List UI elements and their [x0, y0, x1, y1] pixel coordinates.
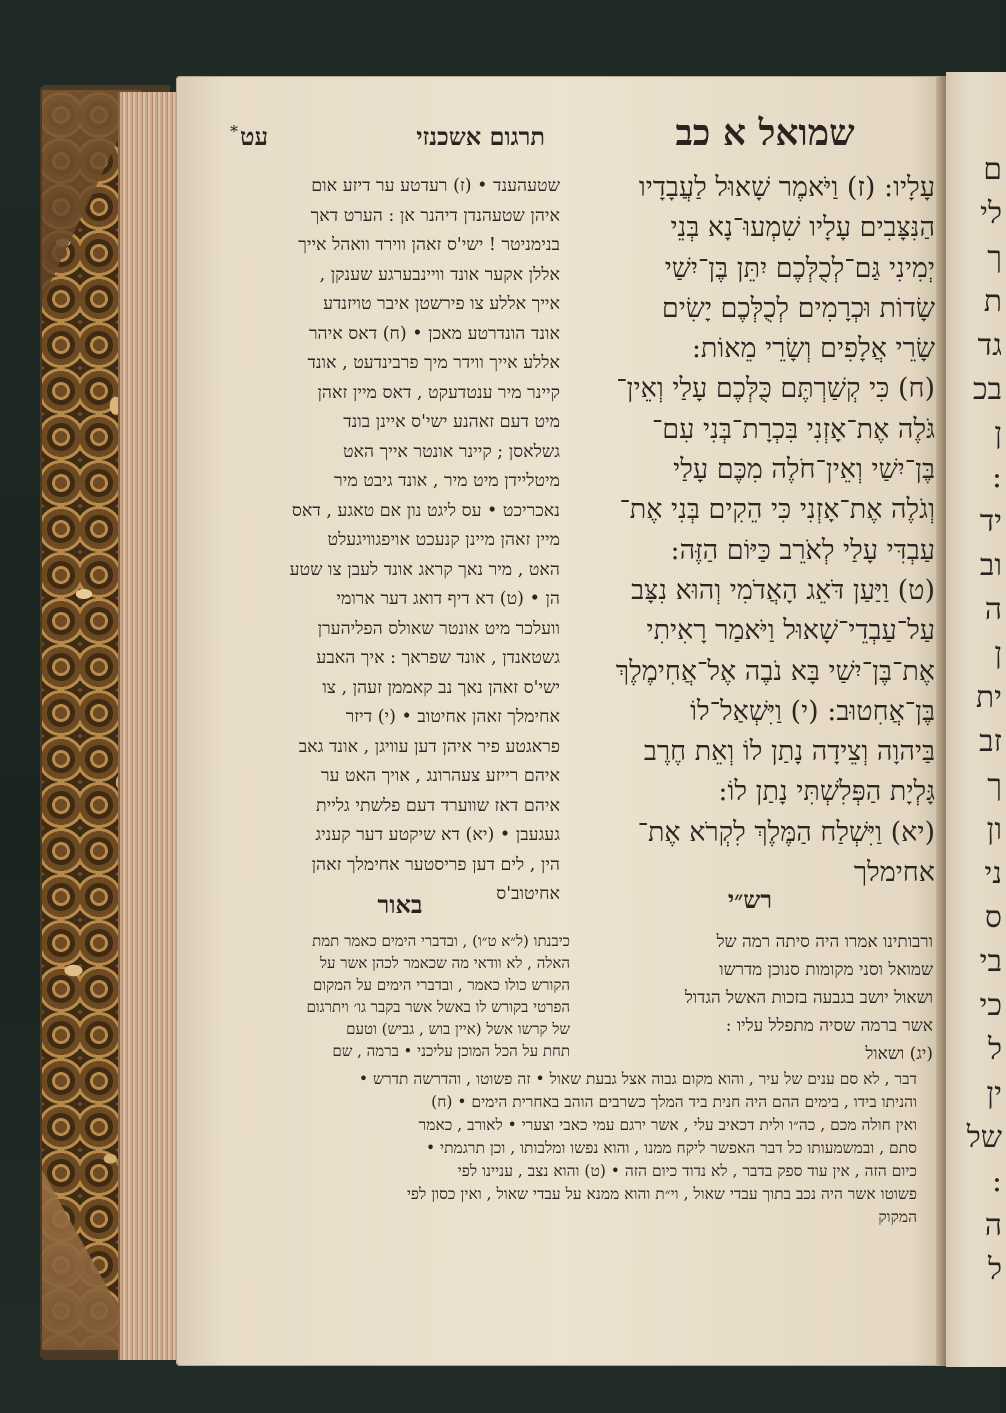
biur-line: תחת על הכל המוכן עליכני • ברמה , שם — [332, 1042, 570, 1060]
rashi-line: שמואל וסני מקומות סנוכן מדרשו — [719, 960, 933, 980]
translation-line: הין , לים דען פריסטער אחימלך זאהן — [311, 854, 560, 875]
hebrew-text-line: אֶת־בֶּן־יִשַׁי בָּא נֹבֶה אֶל־אֲחִימֶלֶךְ — [615, 655, 935, 687]
translation-line: מיטליידן מיט מיר , אונד גיבט מיר — [334, 471, 560, 491]
translation-line: פראגטע פיר איהן דען עוויגן , אונד גאב — [298, 736, 560, 757]
facing-page-glyph: ון — [986, 812, 1002, 847]
facing-page-glyph: גד — [977, 328, 1002, 363]
translation-line: איהם דאז שווערד דעם פלשתי גליית — [315, 795, 560, 816]
rashi-line: (יג) ושאול — [865, 1044, 933, 1064]
facing-page-glyph: זב — [979, 724, 1002, 759]
translation-line: ישי'ס זאהן נאך נב קאממן זעהן , צו — [322, 677, 560, 698]
hebrew-text-line: (יא) וַיִּשְׁלַח הַמֶּלֶךְ לִקְרֹא אֶת־ — [637, 816, 935, 848]
facing-page-glyph: ך — [987, 768, 1002, 803]
facing-page-glyph: ל — [987, 1032, 1002, 1067]
facing-page-glyph: לי — [980, 196, 1002, 231]
biur-line: הפרטי בקורש לו באשל אשר בקבר גו׳ ויתרגום — [306, 998, 570, 1016]
hebrew-text-line: וְגֹלֶה אֶת־אָזְנִי כִּי הֵקִים בְּנִי אֶת־ — [619, 494, 935, 526]
commentary-line: דבר , לא סם ענים של עיר , והוא מקום גבוה אצל גבעת שאול • זה פשוטו , והדרשה תדרש • — [358, 1070, 917, 1088]
facing-page-glyph: ני — [984, 856, 1002, 891]
translation-line: שטעהענד • (ז) רעדטע ער דיזע אום — [311, 176, 560, 196]
facing-page-fragment — [946, 72, 1006, 1367]
translation-line: האט , מיר נאך קראג אונד לעבן צו שטע — [289, 559, 560, 580]
facing-page-glyph: ם — [983, 152, 1002, 187]
facing-page-glyph: ן — [994, 636, 1002, 671]
facing-page-glyph: כי — [979, 988, 1002, 1023]
translation-line: געגעבן • (יא) דא שיקטע דער קעניג — [315, 825, 560, 845]
bottom-commentary — [245, 1068, 917, 1229]
facing-page-glyph: ס — [984, 900, 1002, 935]
facing-page-glyph: ל — [987, 1252, 1002, 1287]
commentary-line: סתם , ובמשמעותו כל דבר האפשר ליקח ממנו , והוא נפשו ומלבותו , וכן תרגמתי • — [425, 1139, 917, 1157]
hebrew-text-line: גֹּלֶה אֶת־אָזְנִי בִּכְרָת־בְּנִי עִם־ — [651, 413, 935, 445]
biur-line: כיבנתו (ל״א ט״ו) , ובדברי הימים כאמר תמת — [312, 932, 570, 950]
facing-page-glyph: ה — [984, 1208, 1002, 1243]
hebrew-text-line: בֶּן־אֲחִטוּב: (י) וַיִּשְׁאַל־לוֹ — [690, 695, 935, 727]
translation-line: אחימלך זאהן אחיטוב • (י) דיזר — [345, 707, 560, 727]
hebrew-text-line: שָׂדוֹת וּכְרָמִים לְכֻלְּכֶם יָשִׂים — [661, 292, 935, 324]
commentary-line: ואין חולה מכם , כה״ו ולית דכאיב עלי , אשר ירגם עמי כאבי וצערי • לאורב , כאמר — [418, 1116, 917, 1134]
header-left — [240, 122, 545, 152]
rashi-line: ושאול יושב בגבעה בזכות האשל הגדול — [684, 988, 933, 1008]
biur-line: האלה , לא וודאי מה שכאמר לכהן אשר על — [319, 954, 570, 972]
translation-line: אייך אללע צו פירשטן איבר טויזנדע — [323, 294, 560, 314]
hebrew-text-line: גָּלְיָת הַפְּלִשְׁתִּי נָתַן לוֹ: — [718, 776, 935, 808]
hebrew-text-line: (ט) וַיַּעַן דֹּאֵג הָאֲדֹמִי וְהוּא נִצָּב — [631, 574, 935, 606]
facing-page-glyph: ך — [987, 240, 1002, 275]
biur-commentary — [245, 930, 570, 1062]
header-page-number: עט — [240, 122, 269, 151]
hebrew-text-line: יְמִינִי גַּם־לְכֻלְּכֶם יִתֵּן בֶּן־יִשַׁי — [664, 252, 935, 284]
facing-page-glyph: בי — [979, 944, 1002, 979]
facing-page-glyph: ה — [984, 592, 1002, 627]
hebrew-text-line: הַנִּצָּבִים עָלָיו שִׁמְעוּ־נָא בְּנֵי — [670, 212, 935, 244]
facing-page-glyph: וב — [979, 548, 1002, 583]
rashi-line: ורבותינו אמרו היה סיתה רמה של — [716, 932, 933, 952]
translation-line: איהן שטעהנדן דיהנר אן : הערט דאך — [310, 205, 560, 226]
header-mark: * — [230, 122, 238, 141]
facing-page-glyph: ן — [994, 416, 1002, 451]
facing-page-glyph: ת — [983, 284, 1002, 319]
facing-page-glyph: ית — [975, 680, 1002, 715]
commentary-line: והניתו בידו , בימים ההם היה חנית ביד המלך כשרבים הוהב באחרית הימים • (ח) — [431, 1093, 917, 1111]
hebrew-text-line: שָׂרֵי אֲלָפִים וְשָׂרֵי מֵאוֹת: — [691, 333, 935, 365]
translation-line: אללע אייך ווידר מיך פרבינדעט , אונד — [307, 353, 560, 373]
header-targum-title: תרגום אשכנזי — [416, 122, 545, 151]
rashi-line: אשר ברמה שסיה מתפלל עליו : — [725, 1016, 933, 1036]
hebrew-text-line: בַּיהוָה וְצֵידָה נָתַן לוֹ וְאֵת חֶרֶב — [643, 736, 935, 768]
biur-line: של קרשו אשל (איין בוש , גביש) וטעם — [346, 1020, 570, 1038]
translation-line: אללן אקער אונד וויינבערגע שענקן , — [319, 264, 560, 285]
biur-line: הקורש כולו כאמר , ובדברי הימים על המקום — [312, 976, 570, 994]
hebrew-text-line: עַבְדִּי עָלַי לְאֹרֵב כַּיּוֹם הַזֶּה: — [670, 534, 935, 566]
biur-heading: באור — [377, 890, 423, 919]
facing-page-glyph: יד — [979, 504, 1002, 539]
commentary-line: המקוק — [878, 1208, 917, 1226]
translation-line: אונד הונדרטע מאכן • (ח) דאס איהר — [308, 323, 560, 344]
hebrew-text-column — [585, 168, 935, 893]
translation-line: אחיטוב'ס — [496, 884, 560, 904]
rashi-heading: רש״י — [727, 885, 773, 914]
facing-page-glyph: : — [991, 460, 1002, 495]
translation-line: מיט דעם זאהנע ישי'ס איינן בונד — [343, 412, 560, 432]
translation-line: בנימניטר ! ישי'ס זאהן ווירד וואהל אייך — [298, 235, 560, 255]
commentary-line: פשוטו אשר היה נכב בתוך עבדי שאול , וי״ת והוא ממנא על עבדי שאול , ואין כסון לפי — [406, 1185, 917, 1203]
hebrew-text-line: עָלָיו: (ז) וַיֹּאמֶר שָׁאוּל לַעֲבָדָיו — [638, 172, 935, 203]
hebrew-text-line: בֶּן־יִשַׁי וְאֵין־חֹלֶה מִכֶּם עָלַי — [673, 454, 935, 486]
translation-line: גשלאסן ; קיינר אונטר אייך האט — [342, 441, 560, 462]
facing-page-glyph: : — [991, 1164, 1002, 1199]
translation-line: גשטאנדן , אונד שפראך : איך האבע — [316, 648, 560, 668]
facing-page-glyph: בכ — [972, 372, 1002, 407]
translation-column — [240, 172, 560, 910]
translation-line: הן • (ט) דא דיף דואג דער ארומי — [336, 589, 560, 609]
translation-line: נאכריכט • עס ליגט נון אם טאגע , דאס — [291, 500, 560, 521]
facing-page-glyph: של — [966, 1120, 1002, 1155]
rashi-commentary — [598, 928, 933, 1068]
hebrew-text-line: אחימלך — [853, 857, 935, 889]
facing-page-glyph: ין — [986, 1076, 1002, 1111]
translation-line: קיינר מיר ענטדעקט , דאס מיין זאהן — [317, 382, 560, 403]
hebrew-text-line: (ח) כִּי קְשַׁרְתֶּם כֻּלְּכֶם עָלַי וְאֵין־ — [616, 373, 935, 405]
translation-line: מיין זאהן מיינן קנעכט אויפגוויגעלט — [327, 530, 560, 550]
commentary-line: כיום הזה , אין עוד ספק בדבר , לא נדוד כיום הזה • (ט) והוא נצב , עניינו לפי — [457, 1162, 917, 1180]
translation-line: וועלכר מיט אונטר שאולס הפליהערן — [317, 618, 560, 639]
header-book-title: שמואל א כב — [675, 112, 855, 154]
page-edges — [118, 92, 178, 1360]
hebrew-text-line: עַל־עַבְדֵי־שָׁאוּל וַיֹּאמַר רָאִיתִי — [646, 615, 935, 647]
translation-line: איהם רייזע צעהרונג , אויך האט ער — [320, 766, 560, 786]
